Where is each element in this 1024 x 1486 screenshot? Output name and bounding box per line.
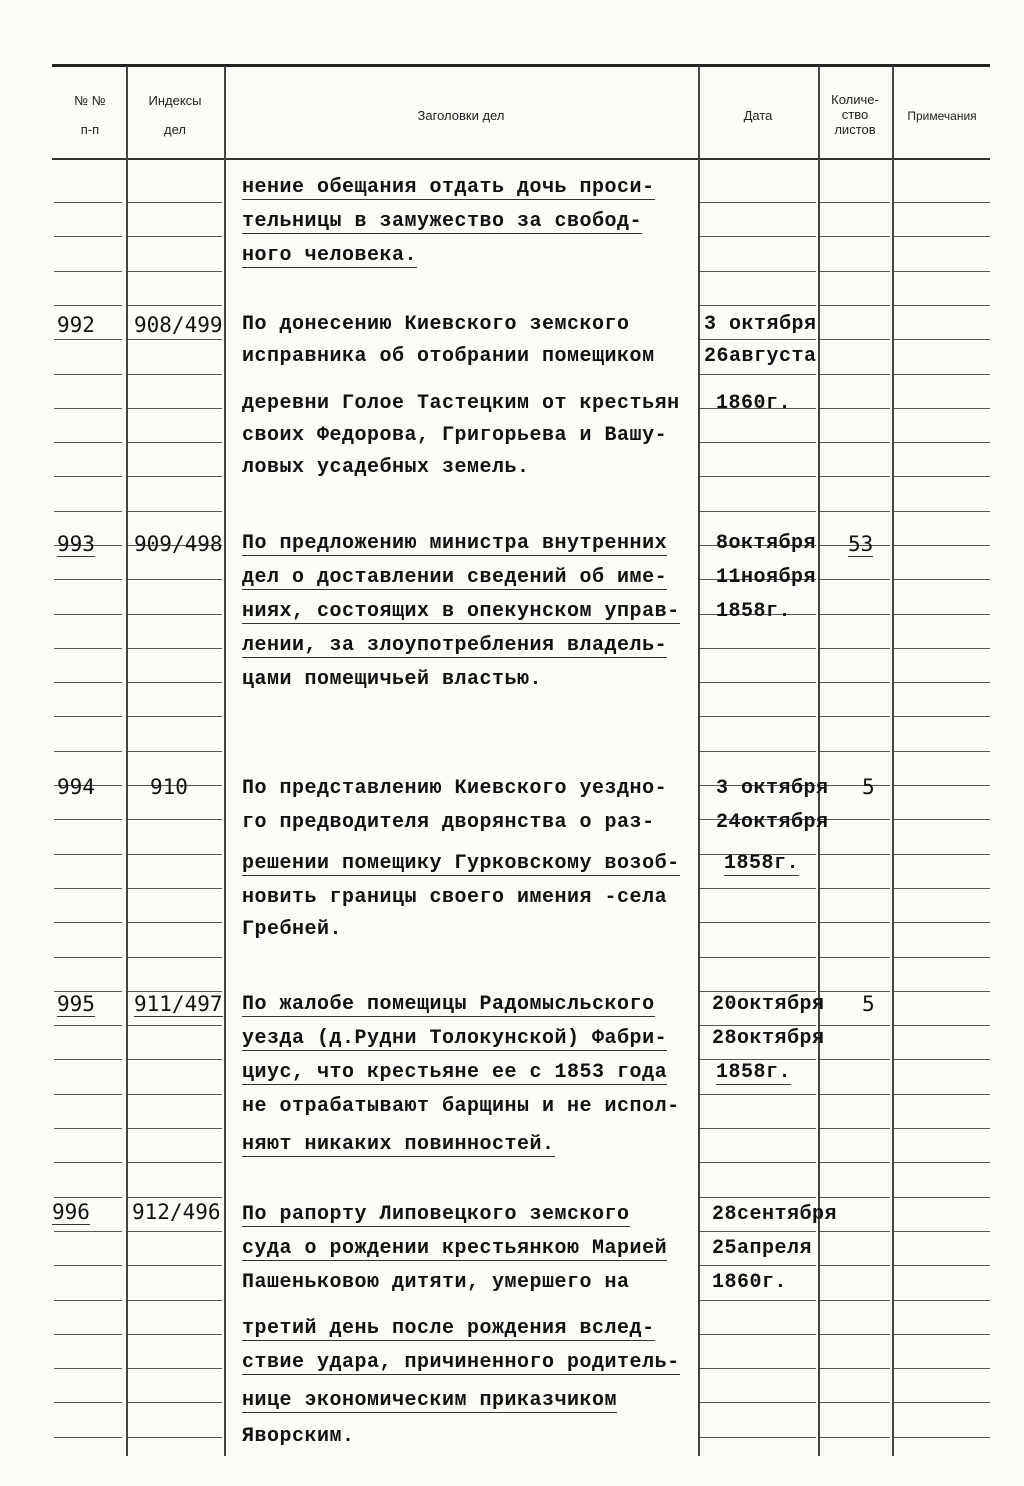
title-line: не отрабатывают барщины и не испол-: [242, 1095, 680, 1118]
ruled-line: [820, 751, 890, 752]
ruled-line: [54, 716, 122, 717]
title-line: тельницы в замужество за свобод-: [242, 210, 643, 233]
ruled-line: [54, 1025, 122, 1026]
record-date: 1858г.: [716, 1061, 792, 1084]
ruled-line: [700, 511, 816, 512]
ruled-line: [820, 511, 890, 512]
table-top-rule: [52, 64, 990, 67]
title-line: дел о доставлении сведений об име-: [242, 566, 668, 589]
ruled-line: [700, 1265, 816, 1266]
ruled-line: [894, 854, 990, 855]
ruled-line: [820, 1162, 890, 1163]
ruled-line: [894, 339, 990, 340]
record-date: 24октября: [716, 811, 829, 834]
ruled-line: [894, 614, 990, 615]
ruled-line: [128, 236, 222, 237]
ruled-line: [820, 1231, 890, 1232]
ruled-line: [700, 957, 816, 958]
ruled-line: [820, 1128, 890, 1129]
ruled-line: [700, 1094, 816, 1095]
ruled-line: [700, 1368, 816, 1369]
ruled-line: [820, 408, 890, 409]
title-line: ного человека.: [242, 244, 418, 267]
column-divider: [698, 66, 700, 1456]
title-line: Гребней.: [242, 918, 343, 941]
ruled-line: [820, 957, 890, 958]
ruled-line: [894, 888, 990, 889]
ruled-line: [894, 271, 990, 272]
ruled-line: [54, 374, 122, 375]
ruled-line: [820, 1334, 890, 1335]
header-number-label: № № п-п: [74, 93, 106, 137]
title-line: По предложению министра внутренних: [242, 532, 668, 555]
ruled-line: [700, 442, 816, 443]
ruled-line: [54, 751, 122, 752]
header-notes-label: Примечания: [907, 109, 977, 123]
record-index: 910: [150, 775, 188, 799]
ruled-line: [820, 1402, 890, 1403]
ruled-line: [820, 785, 890, 786]
ruled-line: [820, 682, 890, 683]
ruled-line: [54, 442, 122, 443]
ruled-line: [894, 442, 990, 443]
ruled-line: [54, 1334, 122, 1335]
record-date: 3 октября: [704, 313, 817, 336]
ruled-line: [128, 408, 222, 409]
record-date: 20октября: [712, 993, 825, 1016]
ruled-line: [54, 476, 122, 477]
ruled-line: [894, 1128, 990, 1129]
ruled-line: [54, 1265, 122, 1266]
record-number: 994: [57, 775, 95, 799]
ruled-line: [54, 648, 122, 649]
record-date: 8октября: [716, 532, 817, 555]
ruled-line: [128, 1128, 222, 1129]
ruled-line: [894, 922, 990, 923]
ruled-line: [700, 922, 816, 923]
ruled-line: [128, 1094, 222, 1095]
ruled-line: [54, 957, 122, 958]
ruled-line: [128, 1231, 222, 1232]
record-date: 1858г.: [716, 600, 792, 623]
ruled-line: [128, 1197, 222, 1198]
ruled-line: [894, 1059, 990, 1060]
ruled-line: [54, 819, 122, 820]
ruled-line: [894, 957, 990, 958]
header-sheet-count-label: Количе- ство листов: [831, 92, 879, 137]
ruled-line: [700, 1437, 816, 1438]
title-line: Пашеньковою дитяти, умершего на: [242, 1271, 630, 1294]
ruled-line: [128, 922, 222, 923]
ruled-line: [128, 305, 222, 306]
ruled-line: [128, 1162, 222, 1163]
record-date: 11ноября: [716, 566, 817, 589]
ruled-line: [820, 1059, 890, 1060]
ruled-line: [700, 1402, 816, 1403]
ruled-line: [820, 1265, 890, 1266]
record-date: 3 октября: [716, 777, 829, 800]
ruled-line: [820, 476, 890, 477]
record-date: 1860г.: [716, 392, 792, 415]
record-date: 25апреля: [712, 1237, 813, 1260]
ruled-line: [54, 305, 122, 306]
ruled-line: [894, 648, 990, 649]
ruled-line: [54, 1300, 122, 1301]
ruled-line: [820, 854, 890, 855]
ruled-line: [700, 888, 816, 889]
ruled-line: [128, 476, 222, 477]
header-bottom-rule: [52, 158, 990, 160]
ruled-line: [128, 339, 222, 340]
ruled-line: [700, 305, 816, 306]
title-line: третий день после рождения вслед-: [242, 1317, 655, 1340]
record-date: 26августа: [704, 345, 817, 368]
ruled-line: [700, 991, 816, 992]
ruled-line: [54, 579, 122, 580]
ruled-line: [820, 202, 890, 203]
ruled-line: [54, 408, 122, 409]
ruled-line: [894, 991, 990, 992]
header-date-label: Дата: [743, 108, 773, 123]
ruled-line: [894, 1162, 990, 1163]
ruled-line: [894, 476, 990, 477]
record-index: 911/497: [134, 992, 223, 1016]
record-number: 993: [57, 532, 95, 556]
ruled-line: [820, 339, 890, 340]
ruled-line: [54, 922, 122, 923]
record-date: 1858г.: [724, 852, 800, 875]
ruled-line: [894, 1437, 990, 1438]
record-sheet-count: 53: [848, 532, 874, 556]
ruled-line: [820, 614, 890, 615]
ruled-line: [128, 511, 222, 512]
ruled-line: [700, 1231, 816, 1232]
ruled-line: [700, 682, 816, 683]
ruled-line: [54, 1437, 122, 1438]
ruled-line: [820, 1300, 890, 1301]
ruled-line: [128, 1059, 222, 1060]
record-sheet-count: 5: [862, 775, 875, 799]
ruled-line: [54, 1402, 122, 1403]
ruled-line: [54, 511, 122, 512]
ruled-line: [54, 888, 122, 889]
title-line: По донесению Киевского земского: [242, 313, 630, 336]
ruled-line: [894, 1197, 990, 1198]
ruled-line: [700, 716, 816, 717]
ruled-line: [128, 374, 222, 375]
ruled-line: [128, 442, 222, 443]
ruled-line: [128, 271, 222, 272]
ruled-line: [820, 579, 890, 580]
ruled-line: [894, 202, 990, 203]
ruled-line: [54, 1162, 122, 1163]
ruled-line: [894, 682, 990, 683]
ruled-line: [54, 271, 122, 272]
ruled-line: [894, 305, 990, 306]
title-line: циус, что крестьяне ее с 1853 года: [242, 1061, 668, 1084]
ruled-line: [54, 202, 122, 203]
ruled-line: [894, 545, 990, 546]
ruled-line: [894, 579, 990, 580]
column-divider: [892, 66, 894, 1456]
ruled-line: [700, 1128, 816, 1129]
ruled-line: [128, 1334, 222, 1335]
ruled-line: [700, 1025, 816, 1026]
ruled-line: [700, 648, 816, 649]
ruled-line: [700, 339, 816, 340]
ruled-line: [700, 1197, 816, 1198]
ruled-line: [128, 1402, 222, 1403]
ruled-line: [820, 236, 890, 237]
ruled-line: [700, 236, 816, 237]
ruled-line: [128, 1437, 222, 1438]
ruled-line: [54, 682, 122, 683]
ruled-line: [820, 991, 890, 992]
ruled-line: [894, 236, 990, 237]
title-line: своих Федорова, Григорьева и Вашу-: [242, 424, 668, 447]
ruled-line: [820, 1197, 890, 1198]
ruled-line: [54, 339, 122, 340]
column-divider: [818, 66, 820, 1456]
ruled-line: [700, 202, 816, 203]
ruled-line: [128, 1025, 222, 1026]
record-number: 995: [57, 992, 95, 1016]
ruled-line: [894, 1368, 990, 1369]
ruled-line: [128, 614, 222, 615]
ruled-line: [820, 1437, 890, 1438]
ruled-line: [700, 751, 816, 752]
ruled-line: [54, 1094, 122, 1095]
ruled-line: [128, 1300, 222, 1301]
ruled-line: [894, 1402, 990, 1403]
ruled-line: [820, 1025, 890, 1026]
record-index: 908/499: [134, 313, 223, 337]
ruled-line: [700, 374, 816, 375]
ruled-line: [54, 1197, 122, 1198]
ruled-line: [820, 888, 890, 889]
title-line: уезда (д.Рудни Толокунской) Фабри-: [242, 1027, 668, 1050]
ruled-line: [820, 1094, 890, 1095]
ruled-line: [894, 374, 990, 375]
ruled-line: [894, 511, 990, 512]
ruled-line: [820, 305, 890, 306]
ruled-line: [54, 1128, 122, 1129]
ruled-line: [820, 1368, 890, 1369]
title-line: деревни Голое Тастецким от крестьян: [242, 392, 680, 415]
record-sheet-count: 5: [862, 992, 875, 1016]
ruled-line: [128, 716, 222, 717]
title-line: Яворским.: [242, 1425, 355, 1448]
ruled-line: [700, 271, 816, 272]
ruled-line: [54, 236, 122, 237]
ruled-line: [54, 614, 122, 615]
record-number: 996: [52, 1200, 90, 1224]
ruled-line: [128, 648, 222, 649]
ruled-line: [894, 1231, 990, 1232]
title-line: решении помещику Гурковскому возоб-: [242, 852, 680, 875]
ruled-line: [700, 476, 816, 477]
ruled-line: [894, 1334, 990, 1335]
title-line: лении, за злоупотребления владель-: [242, 634, 668, 657]
title-line: цами помещичьей властью.: [242, 668, 543, 691]
ruled-line: [820, 819, 890, 820]
ruled-line: [894, 1025, 990, 1026]
ruled-line: [128, 854, 222, 855]
ruled-line: [700, 1162, 816, 1163]
ruled-line: [128, 682, 222, 683]
title-line: нение обещания отдать дочь проси-: [242, 176, 655, 199]
column-divider: [224, 66, 226, 1456]
ruled-line: [820, 374, 890, 375]
ruled-line: [128, 1265, 222, 1266]
title-line: По представлению Киевского уездно-: [242, 777, 668, 800]
title-line: исправника об отобрании помещиком: [242, 345, 655, 368]
ruled-line: [54, 1368, 122, 1369]
header-title-label: Заголовки дел: [417, 108, 505, 123]
record-date: 28октября: [712, 1027, 825, 1050]
ruled-line: [894, 751, 990, 752]
header-index-label: Индексы дел: [148, 93, 202, 137]
ruled-line: [820, 648, 890, 649]
ruled-line: [894, 819, 990, 820]
ruled-line: [700, 1334, 816, 1335]
ruled-line: [128, 751, 222, 752]
title-line: суда о рождении крестьянкою Марией: [242, 1237, 668, 1260]
ruled-line: [894, 1300, 990, 1301]
ruled-line: [894, 408, 990, 409]
ruled-line: [700, 1300, 816, 1301]
record-index: 912/496: [132, 1200, 221, 1224]
ruled-line: [820, 442, 890, 443]
ruled-line: [128, 579, 222, 580]
ruled-line: [54, 1231, 122, 1232]
title-line: По рапорту Липовецкого земского: [242, 1203, 630, 1226]
ruled-line: [128, 888, 222, 889]
title-line: новить границы своего имения -села: [242, 886, 668, 909]
ruled-line: [894, 1094, 990, 1095]
ruled-line: [128, 819, 222, 820]
title-line: По жалобе помещицы Радомысльского: [242, 993, 655, 1016]
ruled-line: [820, 922, 890, 923]
title-line: няют никаких повинностей.: [242, 1133, 555, 1156]
title-line: ствие удара, причиненного родитель-: [242, 1351, 680, 1374]
ruled-line: [128, 957, 222, 958]
ruled-line: [54, 1059, 122, 1060]
column-divider: [126, 66, 128, 1456]
ruled-line: [820, 716, 890, 717]
ruled-line: [894, 785, 990, 786]
title-line: го предводителя дворянства о раз-: [242, 811, 655, 834]
title-line: ниях, состоящих в опекунском управ-: [242, 600, 680, 623]
ruled-line: [54, 854, 122, 855]
ruled-line: [820, 271, 890, 272]
title-line: нице экономическим приказчиком: [242, 1389, 618, 1412]
ruled-line: [128, 202, 222, 203]
record-number: 992: [57, 313, 95, 337]
ruled-line: [894, 1265, 990, 1266]
ruled-line: [128, 1368, 222, 1369]
title-line: ловых усадебных земель.: [242, 456, 530, 479]
record-index: 909/498: [134, 532, 223, 556]
record-date: 1860г.: [712, 1271, 788, 1294]
record-date: 28сентября: [712, 1203, 838, 1226]
ruled-line: [700, 1059, 816, 1060]
ruled-line: [894, 716, 990, 717]
